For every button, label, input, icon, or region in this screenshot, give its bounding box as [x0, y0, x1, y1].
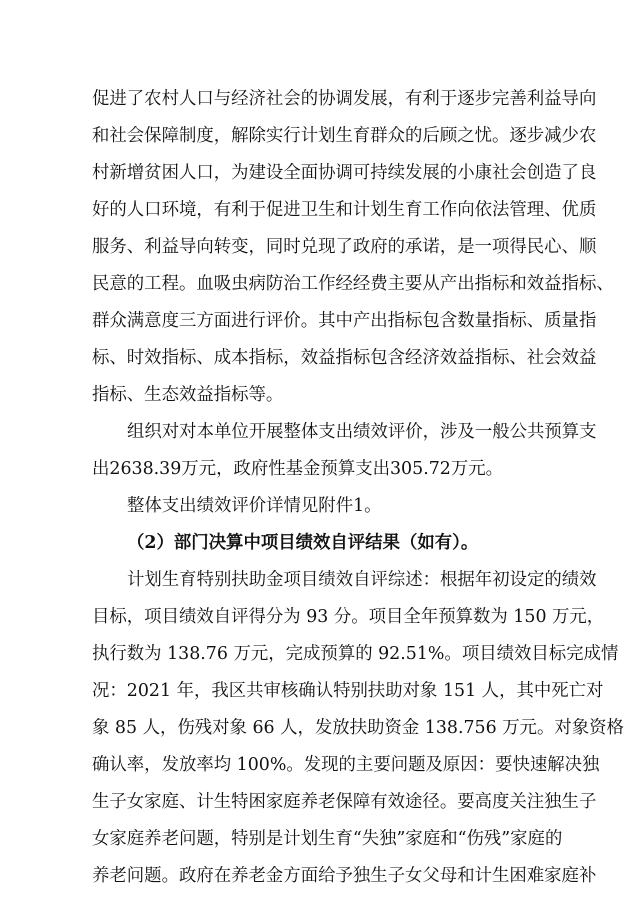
text-line: 确认率，发放率均 100%。发现的主要问题及原因：要快速解决独: [92, 755, 600, 775]
text-line: 群众满意度三方面进行评价。其中产出指标包含数量指标、质量指: [92, 311, 597, 331]
text-line: 目标，项目绩效自评得分为 93 分。项目全年预算数为 150 万元，: [92, 607, 605, 627]
text-line: 养老问题。政府在养老金方面给予独生子女父母和计生困难家庭补: [92, 866, 597, 886]
text-line: 和社会保障制度，解除实行计划生育群众的后顾之忧。逐步减少农: [92, 126, 597, 146]
text-line: 象 85 人，伤残对象 66 人，发放扶助资金 138.756 万元。对象资格: [92, 718, 624, 738]
text-line: 指标、生态效益指标等。: [92, 385, 284, 405]
text-line: 民意的工程。血吸虫病防治工作经经费主要从产出指标和效益指标、: [92, 274, 614, 294]
text-line: 好的人口环境，有利于促进卫生和计划生育工作向依法管理、优质: [92, 200, 597, 220]
text-line: 促进了农村人口与经济社会的协调发展，有利于逐步完善利益导向: [92, 89, 597, 109]
text-line: 整体支出绩效评价详情见附件1。: [127, 496, 382, 516]
text-line: 计划生育特别扶助金项目绩效自评综述：根据年初设定的绩效: [127, 570, 597, 590]
text-line: 女家庭养老问题，特别是计划生育“失独”家庭和“伤残”家庭的: [92, 829, 563, 849]
text-line: 标、时效指标、成本指标，效益指标包含经济效益指标、社会效益: [92, 348, 597, 368]
text-line: 生子女家庭、计生特困家庭养老保障有效途径。要高度关注独生子: [92, 792, 597, 812]
text-line: 组织对对本单位开展整体支出绩效评价，涉及一般公共预算支: [127, 422, 597, 442]
text-line: 服务、利益导向转变，同时兑现了政府的承诺，是一项得民心、顺: [92, 237, 597, 257]
text-line: 况：2021 年，我区共审核确认特别扶助对象 151 人，其中死亡对: [92, 681, 604, 701]
text-line: 执行数为 138.76 万元，完成预算的 92.51%。项目绩效目标完成情: [92, 644, 619, 664]
text-line: 出2638.39万元，政府性基金预算支出305.72万元。: [92, 459, 504, 479]
text-line: 村新增贫困人口，为建设全面协调可持续发展的小康社会创造了良: [92, 163, 597, 183]
section-heading: （2）部门决算中项目绩效自评结果（如有）。: [127, 533, 479, 553]
